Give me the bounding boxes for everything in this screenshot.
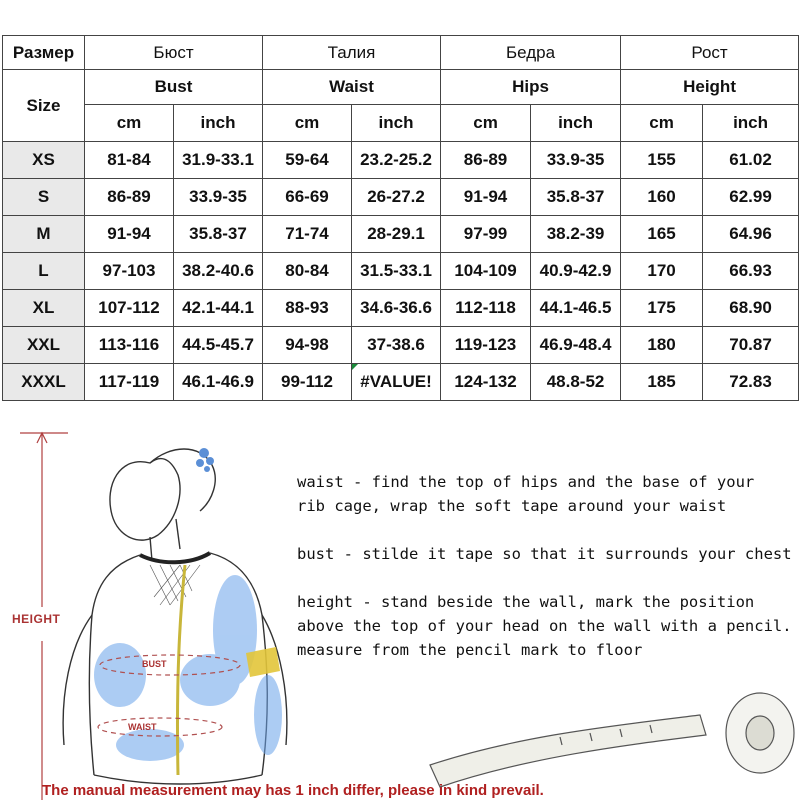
value-cell: 33.9-35 <box>531 142 621 179</box>
header-height: Height <box>621 70 799 105</box>
value-cell: 23.2-25.2 <box>352 142 441 179</box>
measurement-note: The manual measurement may has 1 inch differ, please in kind prevail. <box>42 782 544 799</box>
value-cell: 72.83 <box>703 364 799 401</box>
value-cell: 170 <box>621 253 703 290</box>
value-cell: 70.87 <box>703 327 799 364</box>
value-cell: 99-112 <box>263 364 352 401</box>
size-cell: S <box>3 179 85 216</box>
unit-header: cm <box>263 105 352 142</box>
value-cell: 48.8-52 <box>531 364 621 401</box>
value-cell: 107-112 <box>85 290 174 327</box>
header-waist-ru: Талия <box>263 36 441 70</box>
value-cell: 31.9-33.1 <box>174 142 263 179</box>
header-bust-ru: Бюст <box>85 36 263 70</box>
tape-measure-icon <box>430 693 794 787</box>
size-rows <box>3 142 799 401</box>
value-cell: 38.2-40.6 <box>174 253 263 290</box>
header-waist: Waist <box>263 70 441 105</box>
table-row <box>3 364 799 401</box>
value-cell: 124-132 <box>441 364 531 401</box>
value-cell: 46.9-48.4 <box>531 327 621 364</box>
table-row <box>3 327 799 364</box>
unit-header: inch <box>174 105 263 142</box>
table-row <box>3 216 799 253</box>
value-cell: 97-99 <box>441 216 531 253</box>
value-cell: 42.1-44.1 <box>174 290 263 327</box>
value-cell: 68.90 <box>703 290 799 327</box>
unit-header: cm <box>85 105 174 142</box>
header-size-ru: Размер <box>3 36 85 70</box>
header-hips-ru: Бедра <box>441 36 621 70</box>
value-cell: 37-38.6 <box>352 327 441 364</box>
bust-instruction: bust - stilde it tape so that it surrounds your chest <box>297 545 792 563</box>
value-cell: 180 <box>621 327 703 364</box>
size-cell: XL <box>3 290 85 327</box>
value-cell: 62.99 <box>703 179 799 216</box>
value-cell: 160 <box>621 179 703 216</box>
value-cell: 33.9-35 <box>174 179 263 216</box>
height-label: HEIGHT <box>12 612 61 626</box>
size-cell: XS <box>3 142 85 179</box>
value-cell: 185 <box>621 364 703 401</box>
value-cell: 117-119 <box>85 364 174 401</box>
size-cell: XXL <box>3 327 85 364</box>
value-cell: 44.1-46.5 <box>531 290 621 327</box>
value-cell: 46.1-46.9 <box>174 364 263 401</box>
value-cell: 175 <box>621 290 703 327</box>
header-height-ru: Рост <box>621 36 799 70</box>
value-cell: 40.9-42.9 <box>531 253 621 290</box>
bust-label: BUST <box>142 659 167 669</box>
value-cell: 35.8-37 <box>531 179 621 216</box>
table-row <box>3 179 799 216</box>
value-cell: 66.93 <box>703 253 799 290</box>
waist-label: WAIST <box>128 722 157 732</box>
header-hips: Hips <box>441 70 621 105</box>
value-cell: 71-74 <box>263 216 352 253</box>
header-size: Size <box>3 70 85 142</box>
table-row <box>3 290 799 327</box>
value-cell: 35.8-37 <box>174 216 263 253</box>
value-cell: 61.02 <box>703 142 799 179</box>
value-cell: 113-116 <box>85 327 174 364</box>
value-cell: 91-94 <box>441 179 531 216</box>
collar <box>140 553 210 562</box>
height-instruction: height - stand beside the wall, mark the position above the top of your head on the wall with a pencil. measure from the pencil mark to floor <box>297 593 792 659</box>
value-cell: 165 <box>621 216 703 253</box>
table-row <box>3 253 799 290</box>
header-bust: Bust <box>85 70 263 105</box>
size-cell: M <box>3 216 85 253</box>
value-cell: 86-89 <box>85 179 174 216</box>
size-chart-table <box>2 35 799 401</box>
value-cell: 97-103 <box>85 253 174 290</box>
mesh-panel <box>150 565 200 605</box>
value-cell: 28-29.1 <box>352 216 441 253</box>
value-cell: 91-94 <box>85 216 174 253</box>
value-cell: 94-98 <box>263 327 352 364</box>
unit-header: cm <box>441 105 531 142</box>
value-cell: #VALUE! <box>352 364 441 401</box>
value-cell: 86-89 <box>441 142 531 179</box>
size-cell: L <box>3 253 85 290</box>
value-cell: 26-27.2 <box>352 179 441 216</box>
value-cell: 44.5-45.7 <box>174 327 263 364</box>
value-cell: 31.5-33.1 <box>352 253 441 290</box>
unit-header: cm <box>621 105 703 142</box>
value-cell: 112-118 <box>441 290 531 327</box>
unit-header: inch <box>531 105 621 142</box>
table-row <box>3 142 799 179</box>
value-cell: 119-123 <box>441 327 531 364</box>
waist-instruction: waist - find the top of hips and the base of your rib cage, wrap the soft tape around your waist <box>297 473 755 515</box>
measurement-instructions <box>297 470 797 662</box>
value-cell: 81-84 <box>85 142 174 179</box>
unit-header: inch <box>352 105 441 142</box>
value-cell: 104-109 <box>441 253 531 290</box>
value-cell: 38.2-39 <box>531 216 621 253</box>
unit-header: inch <box>703 105 799 142</box>
value-cell: 64.96 <box>703 216 799 253</box>
size-cell: XXXL <box>3 364 85 401</box>
value-cell: 66-69 <box>263 179 352 216</box>
value-cell: 80-84 <box>263 253 352 290</box>
value-cell: 155 <box>621 142 703 179</box>
value-cell: 59-64 <box>263 142 352 179</box>
value-cell: 88-93 <box>263 290 352 327</box>
value-cell: 34.6-36.6 <box>352 290 441 327</box>
